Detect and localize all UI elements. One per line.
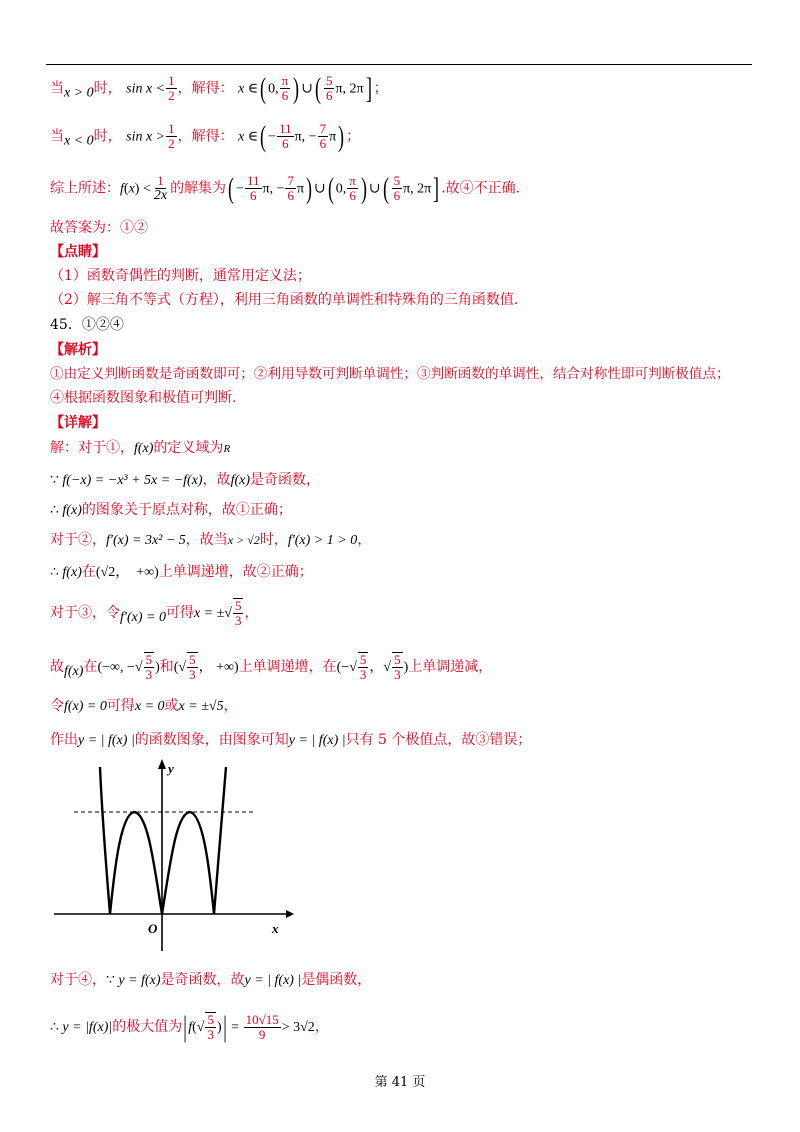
den: 2	[168, 88, 175, 103]
detail-8: 令f(x) = 0可得x = 0或x = ±√5，	[50, 698, 238, 714]
detail-10: 对于④，∵ y = f(x)是奇函数，故y = | f(x) |是偶函数，	[50, 972, 372, 988]
y-label: y	[168, 761, 174, 776]
question-45: 45．①②④	[50, 317, 124, 333]
line-summary: 综上所述：f(x) < $\frac{1}{2x}$ 的解集为( − $\frac{11}{6}$ π, − $\frac{7}{6}$ π) ∪( 0, $\frac{\pi}{6}$ ) ∪( $\frac{5}{6}$ π, 2π] .故④不正确.	[50, 171, 521, 205]
y-arrow	[158, 759, 166, 769]
answer-line: 故答案为：①②	[50, 220, 148, 236]
detail-6: 对于③，令$_{f'(x) = 0}$可得x = ±√ $\frac{5}{3}$ ，	[50, 598, 259, 628]
abs-function-graph	[50, 755, 295, 955]
detail-3: ∴ f(x)的图象关于原点对称，故①正确；	[50, 502, 292, 518]
detail-7: 故$_{f(x)}$在(−∞, −√ $\frac{5}{3}$ )和(√ $\frac{5}{3}$ ， +∞)上单调递增，在(−√ $\frac{5}{3}$ ，√ $\frac{5}{3}$ )上单调递减，	[50, 652, 493, 682]
num: 1	[168, 73, 175, 88]
text: 时，	[93, 80, 122, 97]
tip-2: （2）解三角不等式（方程），利用三角函数的单调性和特殊角的三角函数值.	[50, 292, 519, 308]
curve	[100, 767, 226, 914]
analysis-2: ④根据函数图象和极值可判断.	[50, 390, 237, 406]
x-arrow	[286, 910, 294, 918]
tip-1: （1）函数奇偶性的判断，通常用定义法；	[50, 268, 311, 284]
detail-5: ∴ f(x)在(√2， +∞)上单调递增，故②正确；	[50, 564, 313, 580]
origin-label: O	[148, 921, 158, 936]
tip-heading: 【点睛】	[50, 244, 106, 260]
analysis-1: ①由定义判断函数是奇函数即可；②利用导数可判断单调性；③判断函数的单调性，结合对称性即可判断极值点；	[50, 366, 730, 382]
line-case-negative: 当$_{x < 0}$时， sin x > $\frac{1}{2}$ ，解得： x ∈( − $\frac{11}{6}$ π, − $\frac{7}{6}$ π) ；	[50, 119, 361, 153]
detail-2: ∵ f(−x) = −x³ + 5x = −f(x)，故f(x)是奇函数，	[50, 472, 321, 488]
line-case-positive: 当$_{x > 0}$时， sin x < $\frac{1}{2}$ ，解得： x ∈( 0, $\frac{\pi}{6}$ ) ∪( $\frac{5}{6}$ π, 2π] ；	[50, 71, 388, 105]
text: 当	[50, 80, 64, 97]
detail-1: 解：对于①，f(x)的定义域为R	[50, 440, 231, 456]
page-number: 第 41 页	[374, 1075, 426, 1090]
analysis-heading: 【解析】	[50, 342, 106, 358]
detail-9: 作出y = | f(x) |的函数图象，由图象可知y = | f(x) |只有 5 个极值点，故③错误；	[50, 732, 532, 748]
detail-11: ∴ y = |f(x)|的极大值为|f(√ $\frac{5}{3}$ )| = $\frac{10√15}{9}$ > 3√2，	[50, 1010, 329, 1043]
x-label: x	[272, 921, 279, 936]
text: ，解得：	[177, 80, 234, 97]
math: x > 0	[64, 85, 94, 101]
header-rule	[46, 64, 752, 65]
detail-4: 对于②，f′(x) = 3x² − 5，故当x > √2时，f′(x) > 1 > 0，	[50, 532, 372, 548]
detail-heading: 【详解】	[50, 415, 106, 431]
